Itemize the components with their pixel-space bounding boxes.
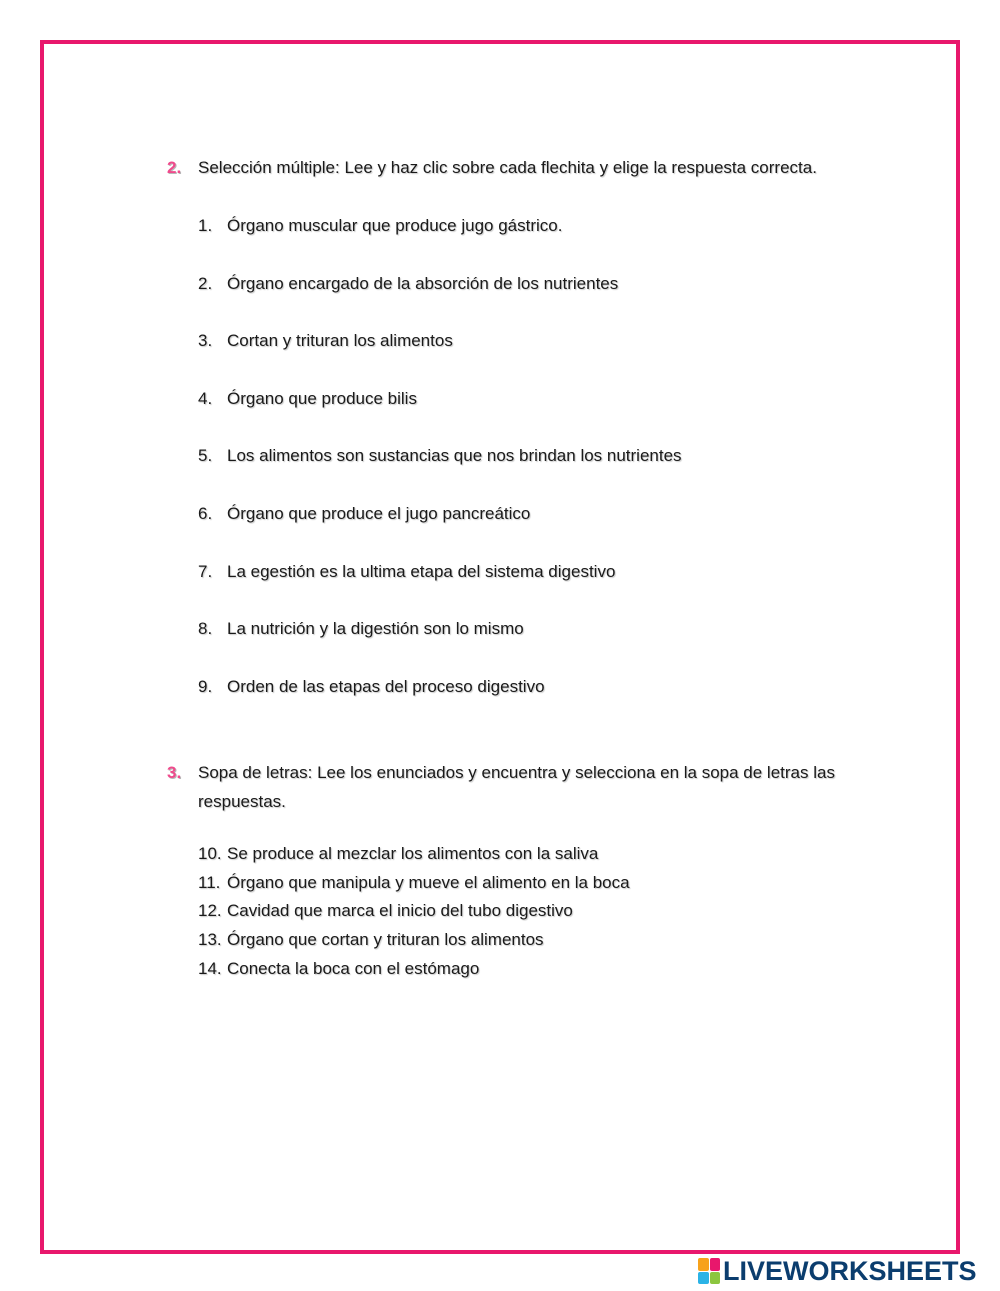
liveworksheets-logo-icon xyxy=(698,1258,720,1284)
clue-item: 10. Se produce al mezclar los alimentos con la saliva xyxy=(198,844,630,873)
question-item: 5. Los alimentos son sustancias que nos brindan los nutrientes xyxy=(198,446,682,504)
question-text: La nutrición y la digestión son lo mismo xyxy=(227,619,524,639)
question-item: 8. La nutrición y la digestión son lo mismo xyxy=(198,619,682,677)
clue-item: 13. Órgano que cortan y trituran los alimentos xyxy=(198,930,630,959)
question-text: Orden de las etapas del proceso digestivo xyxy=(227,676,545,696)
section-2-heading xyxy=(167,153,867,182)
question-item: 7. La egestión es la ultima etapa del sistema digestivo xyxy=(198,562,682,620)
multiple-choice-list xyxy=(198,216,682,734)
question-item: 2. Órgano encargado de la absorción de los nutrientes xyxy=(198,274,682,332)
section-3-heading xyxy=(167,758,867,816)
section-2-number: 2. xyxy=(167,158,182,177)
section-3-instructions: Sopa de letras: Lee los enunciados y encuentra y selecciona en la sopa de letras las respuestas. xyxy=(198,763,835,811)
question-text: Órgano muscular que produce jugo gástrico. xyxy=(227,216,563,235)
question-item: 1. Órgano muscular que produce jugo gástrico. xyxy=(198,216,682,274)
brand-name: LIVEWORKSHEETS xyxy=(723,1256,977,1286)
clue-item: 14. Conecta la boca con el estómago xyxy=(198,959,630,988)
clue-text: Órgano que cortan y trituran los alimentos xyxy=(227,930,544,950)
question-item: 4. Órgano que produce bilis xyxy=(198,389,682,447)
question-text: Los alimentos son sustancias que nos brindan los nutrientes xyxy=(227,446,682,466)
question-text: Órgano que produce el jugo pancreático xyxy=(227,503,531,523)
section-2-instructions: Selección múltiple: Lee y haz clic sobre cada flechita y elige la respuesta correcta. xyxy=(198,158,817,177)
liveworksheets-brand[interactable] xyxy=(698,1256,977,1286)
question-item: 9. Orden de las etapas del proceso digestivo xyxy=(198,677,682,735)
question-item: 6. Órgano que produce el jugo pancreático xyxy=(198,504,682,562)
section-3-number: 3. xyxy=(167,763,182,782)
clue-text: Se produce al mezclar los alimentos con la saliva xyxy=(227,844,599,863)
clue-text: Cavidad que marca el inicio del tubo digestivo xyxy=(227,901,573,921)
word-search-clue-list xyxy=(198,844,630,987)
question-item: 3. Cortan y trituran los alimentos xyxy=(198,331,682,389)
question-text: Cortan y trituran los alimentos xyxy=(227,331,453,351)
clue-item: 11. Órgano que manipula y mueve el alimento en la boca xyxy=(198,873,630,902)
clue-item: 12. Cavidad que marca el inicio del tubo digestivo xyxy=(198,901,630,930)
question-text: La egestión es la ultima etapa del sistema digestivo xyxy=(227,561,616,581)
question-text: Órgano encargado de la absorción de los nutrientes xyxy=(227,273,619,293)
question-text: Órgano que produce bilis xyxy=(227,388,417,408)
clue-text: Órgano que manipula y mueve el alimento en la boca xyxy=(227,872,630,892)
clue-text: Conecta la boca con el estómago xyxy=(227,958,480,978)
